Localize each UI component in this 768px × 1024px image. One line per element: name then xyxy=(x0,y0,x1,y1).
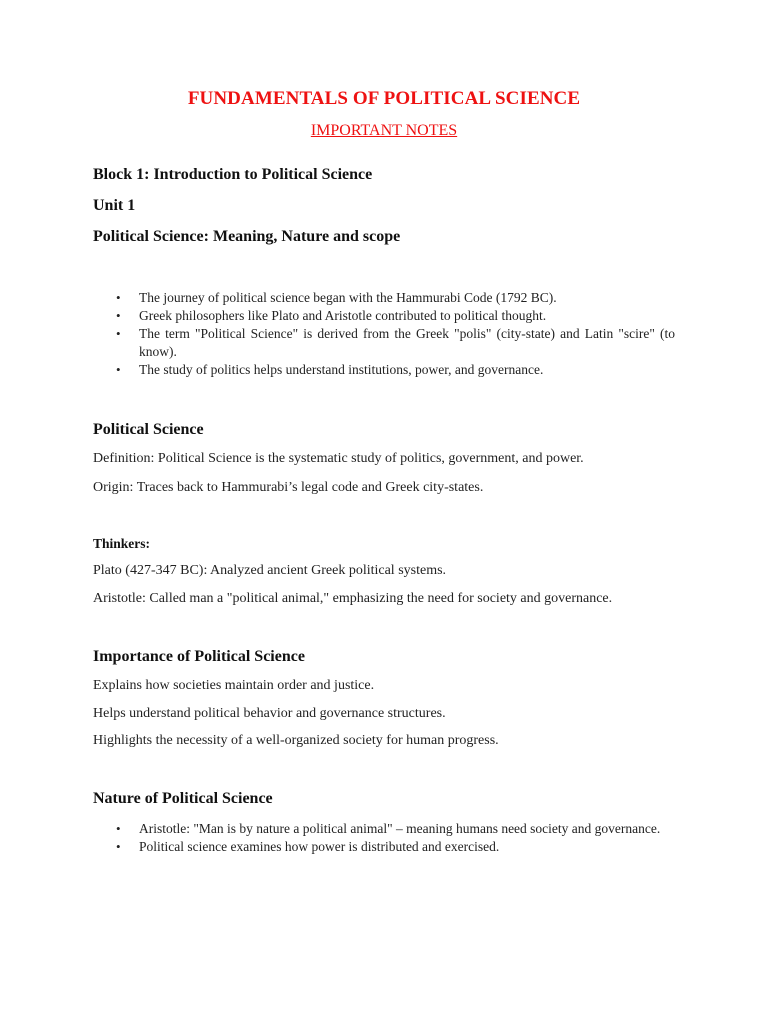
list-item: • The term "Political Science" is derived from the Greek "polis" (city-state) and Latin "scire" (to know). xyxy=(116,326,675,359)
block-heading: Block 1: Introduction to Political Science xyxy=(93,166,373,183)
definition-text: Definition: Political Science is the systematic study of politics, government, and power. xyxy=(93,451,584,466)
list-item: • Political science examines how power is distributed and exercised. xyxy=(116,839,500,854)
intro-bullet-list xyxy=(116,289,675,379)
importance-line-1: Explains how societies maintain order and justice. xyxy=(93,678,375,693)
bullet-icon: • xyxy=(116,362,121,377)
bullet-icon: • xyxy=(116,821,121,836)
bullet-icon: • xyxy=(116,308,121,323)
nature-bullet-list xyxy=(116,820,675,856)
nature-heading: Nature of Political Science xyxy=(93,790,273,807)
document-title: FUNDAMENTALS OF POLITICAL SCIENCE xyxy=(187,88,581,109)
list-item: • The journey of political science began with the Hammurabi Code (1792 BC). xyxy=(116,290,557,305)
bullet-icon: • xyxy=(116,326,121,341)
plato-text: Plato (427-347 BC): Analyzed ancient Greek political systems. xyxy=(93,563,447,578)
document-subtitle: IMPORTANT NOTES xyxy=(310,122,458,139)
aristotle-text: Aristotle: Called man a "political animal," emphasizing the need for society and governance. xyxy=(93,591,613,606)
bullet-icon: • xyxy=(116,839,121,854)
political-science-heading: Political Science xyxy=(93,421,204,438)
list-item: • Greek philosophers like Plato and Aristotle contributed to political thought. xyxy=(116,308,547,323)
importance-line-3: Highlights the necessity of a well-organized society for human progress. xyxy=(93,733,499,748)
list-item: • The study of politics helps understand institutions, power, and governance. xyxy=(116,362,544,377)
thinkers-heading: Thinkers: xyxy=(93,536,151,551)
unit-title-heading: Political Science: Meaning, Nature and scope xyxy=(93,228,401,245)
importance-line-2: Helps understand political behavior and governance structures. xyxy=(93,706,446,721)
unit-heading: Unit 1 xyxy=(93,197,136,214)
importance-heading: Importance of Political Science xyxy=(93,648,305,665)
origin-text: Origin: Traces back to Hammurabi’s legal code and Greek city-states. xyxy=(93,480,484,495)
list-item: • Aristotle: "Man is by nature a political animal" – meaning humans need society and governance. xyxy=(116,821,661,836)
bullet-icon: • xyxy=(116,290,121,305)
